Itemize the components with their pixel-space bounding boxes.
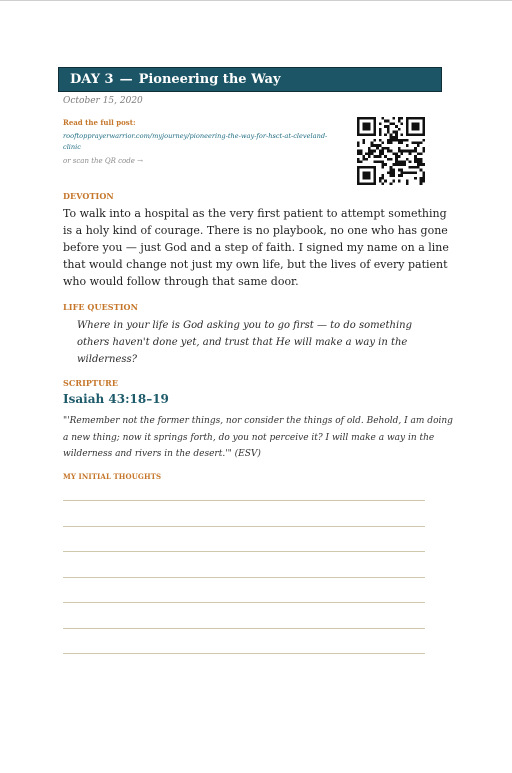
writing-line[interactable] [63, 602, 425, 603]
writing-line[interactable] [63, 551, 425, 552]
life-question-heading: LIFE QUESTION [63, 302, 139, 312]
entry-date: October 15, 2020 [63, 96, 143, 106]
qr-code-icon[interactable] [357, 117, 425, 185]
title-separator: — [119, 72, 133, 87]
scripture-heading: SCRIPTURE [63, 378, 119, 388]
writing-line[interactable] [63, 628, 425, 629]
writing-line[interactable] [63, 526, 425, 527]
life-question-text: Where in your life is God asking you to go first — to do something others haven't done yet, and trust that He will make a way in the wilderness? [77, 320, 412, 365]
writing-line[interactable] [63, 500, 425, 501]
devotion-heading: DEVOTION [63, 191, 114, 201]
scan-qr-hint: or scan the QR code → [63, 157, 143, 165]
post-link[interactable]: rooftopprayerwarrior.com/myjourney/pioneering-the-way-for-hsct-at-cleveland-clinic [63, 132, 328, 151]
read-post-label: Read the full post: [63, 118, 136, 127]
page-top-border [0, 0, 512, 1]
writing-line[interactable] [63, 653, 425, 654]
scripture-text: "'Remember not the former things, nor consider the things of old. Behold, I am doing a new thing; now it springs forth, do you not perceive it? I will make a way in the wilderness and rivers in the desert.'" (ESV) [63, 416, 453, 459]
day-title-banner [58, 67, 442, 92]
day-label: DAY 3 [70, 72, 114, 87]
thoughts-heading: MY INITIAL THOUGHTS [63, 472, 162, 481]
writing-line[interactable] [63, 577, 425, 578]
scripture-reference: Isaiah 43:18–19 [63, 392, 169, 406]
devotion-text: To walk into a hospital as the very first patient to attempt something is a holy kind of courage. There is no playbook, no one who has gone before you — just God and a step of faith. I signed my name on a line that would change not just my own life, but the lives of every patient who would follow through that same door. [63, 207, 449, 288]
day-title: Pioneering the Way [138, 72, 281, 87]
